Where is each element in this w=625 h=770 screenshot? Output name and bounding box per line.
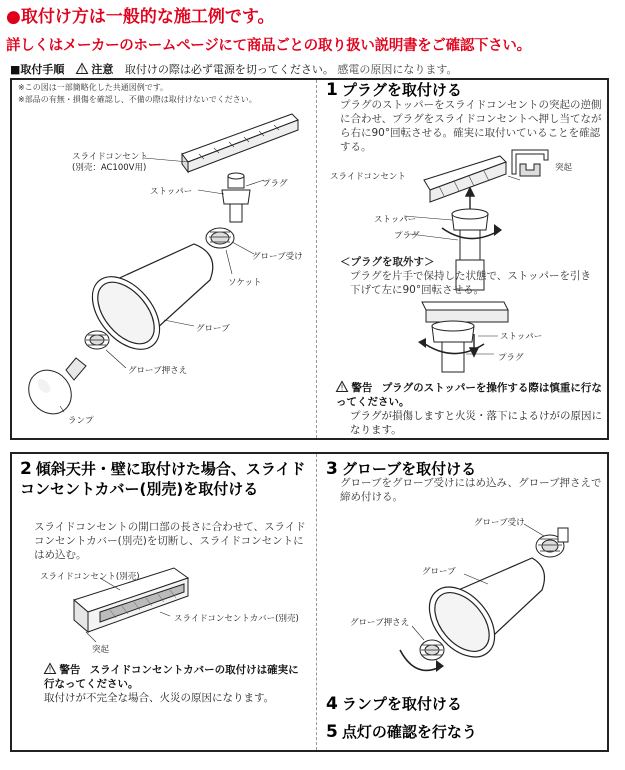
caution-tail: 感電の原因になります。 xyxy=(337,63,458,76)
caution-label: 注意 xyxy=(91,63,114,76)
svg-text:!: ! xyxy=(48,665,52,675)
overview-label-outlet: スライドコンセント xyxy=(72,152,148,162)
step1-warning-label: 警告 xyxy=(351,382,373,394)
step2-warning-bold: スライドコンセントカバーの取付けは確実に行なってください。 xyxy=(44,664,299,690)
step2-body: スライドコンセントの開口部の長さに合わせて、スライドコンセントカバー(別売)を切断し、スライドコンセントにはめ込む。 xyxy=(34,521,306,561)
step3-label-globe-holder: グローブ受け xyxy=(474,518,525,528)
step3-label-globe-retainer: グローブ押さえ xyxy=(350,618,410,628)
section-label: ■取付手順 xyxy=(10,63,65,76)
overview-note-1: ※この図は一部簡略化した共通図例です。 xyxy=(18,83,169,92)
overview-label-socket: ソケット xyxy=(228,278,262,288)
step1-label-stopper-2: ストッパー xyxy=(500,332,543,342)
step5-number: 5 xyxy=(326,722,338,742)
overview-label-outlet-sub: (別売：AC100V用) xyxy=(72,163,147,173)
warning-icon xyxy=(336,382,348,394)
warning-icon xyxy=(44,664,56,676)
step3-number: 3 xyxy=(326,459,338,479)
step1-warning-bold: プラグのストッパーを操作する際は慎重に行なってください。 xyxy=(336,382,602,408)
step1-warning-body: プラグが損傷しますと火災・落下によるけがの原因になります。 xyxy=(350,410,602,436)
step1-title: 1 プラグを取付ける xyxy=(326,80,462,100)
step1-label-plug-2: プラグ xyxy=(498,353,524,363)
overview-label-stopper: ストッパー xyxy=(150,187,193,197)
step1-body: プラグのストッパーをスライドコンセントの突起の逆側に合わせ、プラグをスライドコンセントへ押し当てながら右に90°回転させる。確実に取付いていることを確認する。 xyxy=(340,99,602,153)
header-line-1: ●取付け方は一般的な施工例です。 xyxy=(6,7,275,27)
step2-warning-body: 取付けが不完全な場合、火災の原因になります。 xyxy=(44,692,275,704)
overview-label-globe: グローブ xyxy=(196,324,230,334)
overview-illustration xyxy=(14,104,314,434)
step1-label-stopper: ストッパー xyxy=(374,215,417,225)
caution-text: 取付けの際は必ず電源を切ってください。 xyxy=(124,63,334,76)
step2-number: 2 xyxy=(20,459,32,479)
overview-label-globe-holder: グローブ受け xyxy=(252,252,303,262)
header-line-2: 詳しくはメーカーのホームページにて商品ごとの取り扱い説明書をご確認下さい。 xyxy=(6,38,531,54)
step1-label-plug: プラグ xyxy=(394,231,420,241)
step2-label-protrusion: 突起 xyxy=(92,645,110,655)
overview-label-lamp: ランプ xyxy=(68,416,94,426)
overview-label-globe-retainer: グローブ押さえ xyxy=(128,366,188,376)
step2-warning xyxy=(44,662,306,705)
step3-illustration xyxy=(392,514,592,684)
overview-label-plug: プラグ xyxy=(262,179,288,189)
step3-title: 3 グローブを取付ける xyxy=(326,459,477,479)
section-header xyxy=(10,61,458,77)
top-divider xyxy=(316,80,318,438)
step3-body: グローブをグローブ受けにはめ込み、グローブ押さえで締め付ける。 xyxy=(340,477,602,503)
step1-number: 1 xyxy=(326,80,338,100)
step1-warning xyxy=(336,380,602,437)
svg-text:!: ! xyxy=(80,65,84,75)
svg-text:!: ! xyxy=(340,383,344,393)
step2-label-outlet: スライドコンセント(別売) xyxy=(40,572,140,582)
step1-remove-title: ＜プラグを取外す＞ xyxy=(340,256,435,268)
step3-label-globe: グローブ xyxy=(422,567,456,577)
step1-label-protrusion: 突起 xyxy=(555,163,573,173)
step4-title: 4 ランプを取付ける xyxy=(326,694,462,714)
overview-note-2: ※部品の有無・損傷を確認し、不備の際は取付けないでください。 xyxy=(18,95,257,104)
step5-title: 5 点灯の確認を行なう xyxy=(326,722,477,742)
step4-number: 4 xyxy=(326,694,338,714)
step2-title: 2 傾斜天井・壁に取付けた場合、スライドコンセントカバー(別売)を取付ける xyxy=(20,459,306,498)
caution-icon xyxy=(76,62,88,76)
step2-warning-label: 警告 xyxy=(59,664,81,676)
step1-label-outlet: スライドコンセント xyxy=(330,172,406,182)
step2-label-cover: スライドコンセントカバー(別売) xyxy=(174,614,299,624)
bottom-divider xyxy=(316,454,318,750)
step1-remove-body: プラグを片手で保持した状態で、ストッパーを引き下げて左に90°回転させる。 xyxy=(350,270,591,296)
